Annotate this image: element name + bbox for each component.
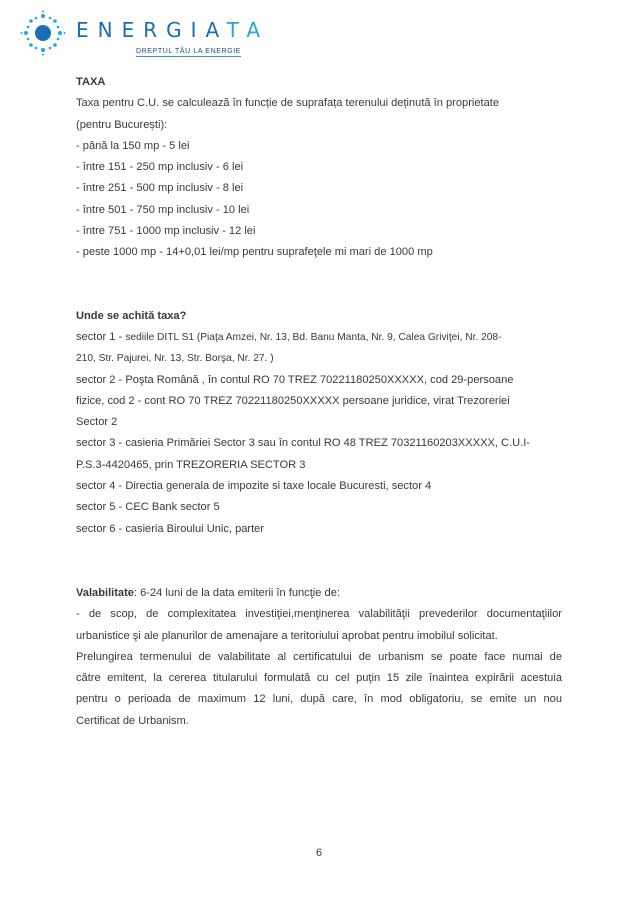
brand-tagline: DREPTUL TĂU LA ENERGIE bbox=[136, 48, 242, 55]
sector-2-cont: Sector 2 bbox=[76, 416, 118, 429]
taxa-heading: TAXA bbox=[76, 76, 106, 88]
sector-4: sector 4 - Directia generala de impozite si taxe locale Bucuresti, sector 4 bbox=[76, 480, 432, 493]
valabilitate-line: Valabilitate: 6-24 luni de la data emiterii în funcţie de: bbox=[76, 586, 340, 599]
sector-3-cont: P.S.3-4420465, prin TREZORERIA SECTOR 3 bbox=[76, 458, 306, 471]
sun-logo-icon bbox=[18, 10, 68, 56]
sector-2: sector 2 - Poşta Română , în contul RO 70 TREZ 70221180250XXXXX, cod 29-persoane bbox=[76, 373, 514, 386]
document-body bbox=[76, 72, 562, 732]
taxa-intro-cont: (pentru București): bbox=[76, 118, 168, 131]
sector-3: sector 3 - casieria Primăriei Sector 3 sau în contul RO 48 TREZ 70321160203XXXXX, C.U.I- bbox=[76, 437, 531, 450]
sector-6: sector 6 - casieria Biroului Unic, parter bbox=[76, 522, 265, 535]
page-number: 6 bbox=[315, 847, 323, 859]
prelungire-para: Prelungirea termenului de valabilitate al certificatului de urbanism se poate face numai de bbox=[76, 650, 562, 663]
sector-5: sector 5 - CEC Bank sector 5 bbox=[76, 501, 220, 514]
prelungire-para: către emitent, la cererea titularului formulată cu cel puţin 15 zile înaintea expirării acestuia bbox=[76, 672, 562, 685]
prelungire-para: pentru o perioada de maximum 12 luni, după care, în mod obligatoriu, se emite un nou bbox=[76, 693, 562, 706]
taxa-item: - între 501 - 750 mp inclusiv - 10 lei bbox=[76, 203, 250, 216]
taxa-intro: Taxa pentru C.U. se calculează în funcție de suprafața terenului deținută în proprietate bbox=[76, 97, 500, 110]
energiata-logo bbox=[18, 10, 270, 56]
unde-heading: Unde se achită taxa? bbox=[76, 309, 187, 322]
sector-1-cont: 210, Str. Pajurei, Nr. 13, Str. Borşa, Nr. 27. ) bbox=[76, 353, 274, 365]
brand-name: ENERGIATA bbox=[76, 18, 270, 42]
sector-2-cont: fizice, cod 2 - cont RO 70 TREZ 70221180250XXXXX persoane juridice, virat Trezoreriei bbox=[76, 394, 510, 407]
taxa-item: - între 751 - 1000 mp inclusiv - 12 lei bbox=[76, 225, 256, 238]
valabilitate-para: urbanistice şi ale planurilor de amenajare a teritoriului aprobat pentru imobilul solicitat. bbox=[76, 629, 498, 642]
valabilitate-para: - de scop, de complexitatea investiţiei,menţinerea valabilităţii prevederilor documentaţiilor bbox=[76, 608, 562, 621]
taxa-item: - peste 1000 mp - 14+0,01 lei/mp pentru suprafeţele mi mari de 1000 mp bbox=[76, 246, 433, 259]
taxa-item: - între 251 - 500 mp inclusiv - 8 lei bbox=[76, 182, 244, 195]
taxa-item: - între 151 - 250 mp inclusiv - 6 lei bbox=[76, 161, 244, 174]
taxa-item: - până la 150 mp - 5 lei bbox=[76, 139, 190, 152]
sector-1: sector 1 - sediile DITL S1 (Piaţa Amzei, Nr. 13, Bd. Banu Manta, Nr. 9, Calea Griviţei, Nr. 208- bbox=[76, 330, 502, 343]
prelungire-para: Certificat de Urbanism. bbox=[76, 714, 189, 727]
